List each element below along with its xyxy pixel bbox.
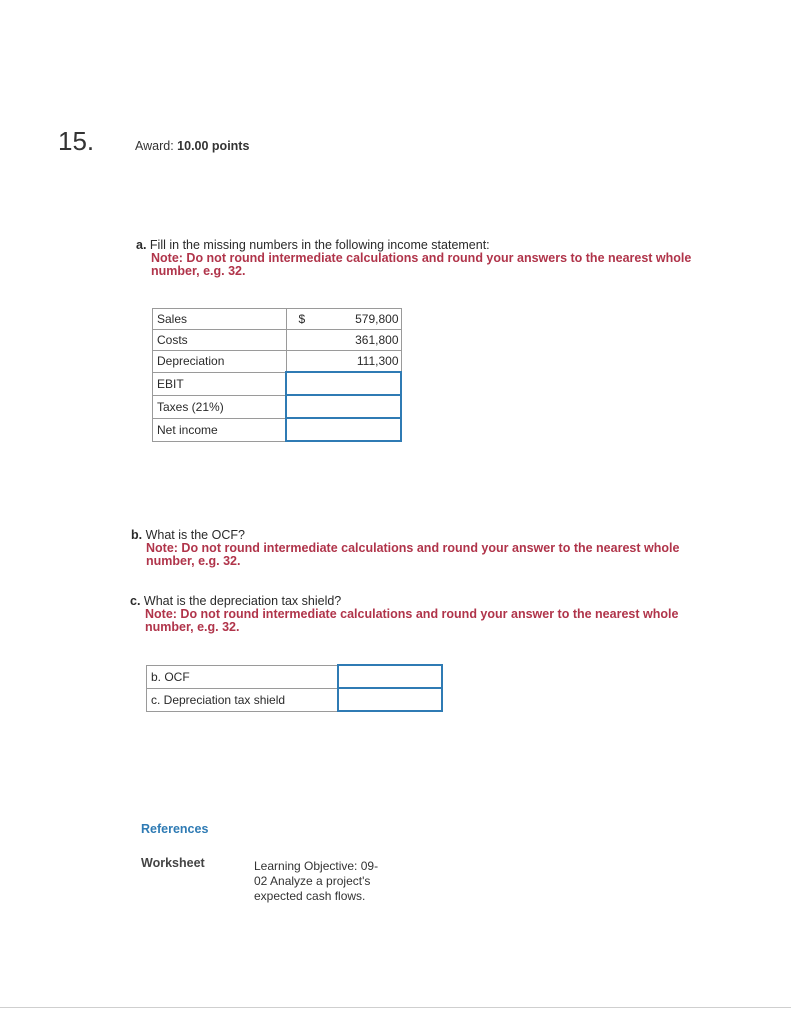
- value-sales: 579,800: [315, 309, 402, 330]
- value-depreciation: 111,300: [315, 351, 402, 373]
- row-label-ebit: EBIT: [153, 372, 287, 395]
- row-label-costs: Costs: [153, 330, 287, 351]
- part-c-prompt: What is the depreciation tax shield?: [143, 594, 342, 608]
- part-c-note-1: Note: Do not round intermediate calculations and round your answer to the nearest whole: [145, 607, 679, 621]
- table-row: [153, 309, 402, 330]
- row-label-taxes: Taxes (21%): [153, 395, 287, 418]
- award-line: [135, 139, 249, 153]
- row-label-net-income: Net income: [153, 418, 287, 441]
- tax-shield-input[interactable]: [339, 689, 445, 710]
- answer-label-tax-shield: c. Depreciation tax shield: [147, 688, 339, 711]
- question-number: 15.: [58, 126, 95, 156]
- part-a-prompt: Fill in the missing numbers in the following income statement:: [149, 238, 490, 252]
- divider: [0, 1007, 791, 1008]
- table-row: [153, 395, 402, 418]
- part-b-prompt: What is the OCF?: [145, 528, 245, 542]
- part-b-label: b.: [131, 528, 143, 542]
- net-income-input[interactable]: [287, 419, 404, 440]
- income-statement-table: [152, 308, 402, 442]
- part-c-note-2: number, e.g. 32.: [145, 620, 240, 634]
- part-b-note-1: Note: Do not round intermediate calculations and round your answer to the nearest whole: [146, 541, 680, 555]
- ocf-input[interactable]: [339, 666, 445, 687]
- part-c-label: c.: [130, 594, 141, 608]
- table-row: [153, 372, 402, 395]
- worksheet-label[interactable]: Worksheet: [141, 856, 205, 870]
- table-row: [153, 330, 402, 351]
- taxes-input[interactable]: [287, 396, 404, 417]
- value-costs: 361,800: [315, 330, 402, 351]
- row-label-sales: Sales: [153, 309, 287, 330]
- part-a-label: a.: [136, 238, 147, 252]
- references-heading[interactable]: References: [141, 822, 209, 836]
- table-row: [147, 688, 443, 711]
- part-b: [131, 528, 751, 568]
- table-row: [153, 351, 402, 373]
- currency-symbol: $: [286, 309, 315, 330]
- table-row: [153, 418, 402, 441]
- part-c: [130, 594, 750, 634]
- row-label-depreciation: Depreciation: [153, 351, 287, 373]
- part-a-note-2: number, e.g. 32.: [151, 264, 246, 278]
- part-a-note-1: Note: Do not round intermediate calculations and round your answers to the nearest whole: [151, 251, 692, 265]
- award-label: Award:: [135, 139, 174, 153]
- award-value: 10.00 points: [177, 139, 250, 153]
- part-b-note-2: number, e.g. 32.: [146, 554, 241, 568]
- part-a: [136, 238, 756, 278]
- learning-objective: Learning Objective: 09-02 Analyze a project's expected cash flows.: [254, 859, 379, 903]
- ebit-input[interactable]: [287, 373, 404, 394]
- table-row: [147, 665, 443, 688]
- answer-label-ocf: b. OCF: [147, 665, 339, 688]
- answers-table: [146, 664, 443, 712]
